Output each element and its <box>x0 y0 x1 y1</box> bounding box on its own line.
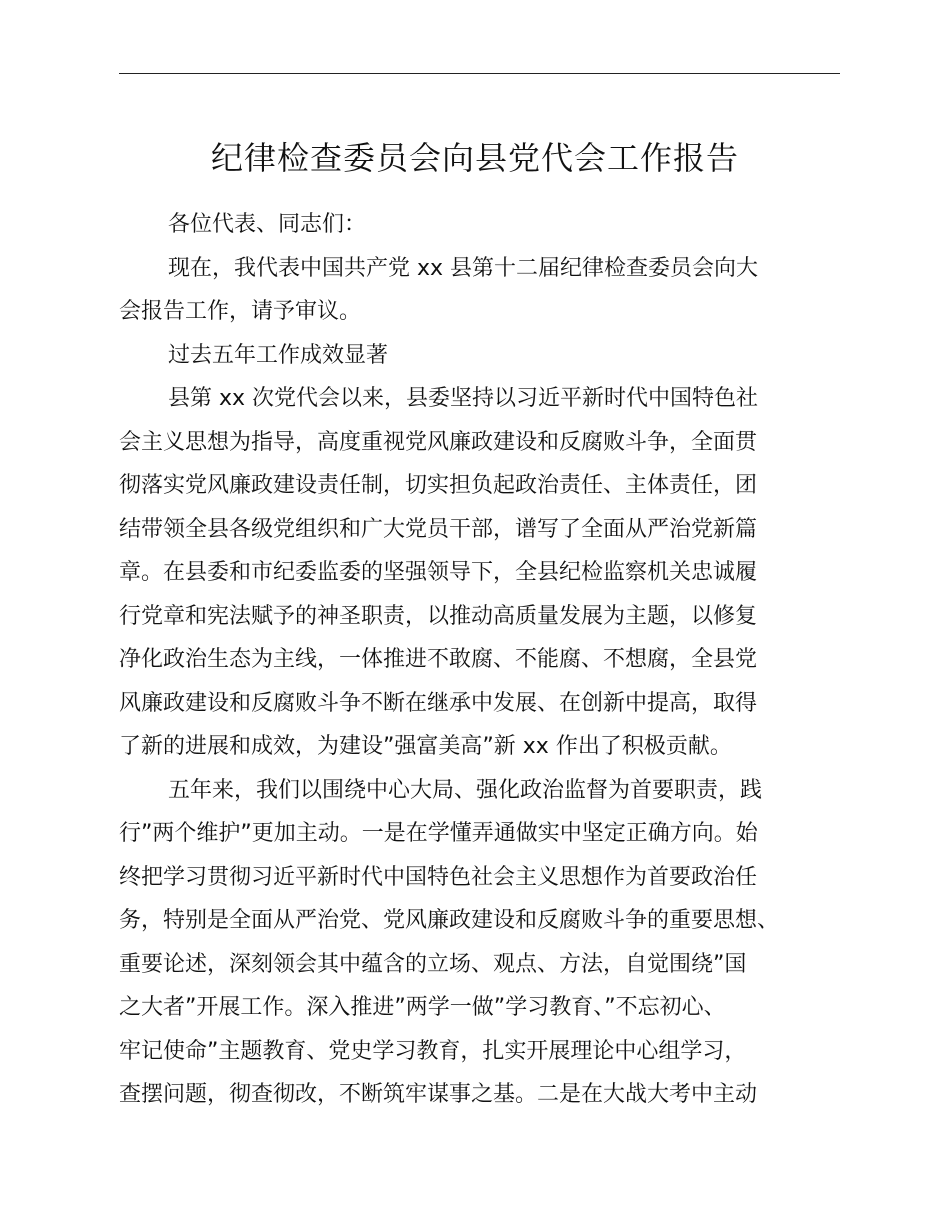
body-line: 风廉政建设和反腐败斗争不断在继承中发展、在创新中提高，取得 <box>119 691 758 716</box>
body-line: 结带领全县各级党组织和广大党员干部，谱写了全面从严治党新篇 <box>119 517 758 542</box>
body-line: 五年来，我们以围绕中心大局、强化政治监督为首要职责，践 <box>168 778 763 803</box>
body-line: 彻落实党风廉政建设责任制，切实担负起政治责任、主体责任，团 <box>119 473 758 498</box>
body-line: 了新的进展和成效，为建设”强富美高”新 xx 作出了积极贡献。 <box>119 734 732 759</box>
body-line: 行”两个维护”更加主动。一是在学懂弄通做实中坚定正确方向。始 <box>119 821 758 846</box>
body-line: 牢记使命”主题教育、党史学习教育，扎实开展理论中心组学习， <box>119 1039 747 1064</box>
body-line: 章。在县委和市纪委监委的坚强领导下，全县纪检监察机关忠诚履 <box>119 560 758 585</box>
section-heading: 过去五年工作成效显著 <box>168 343 389 368</box>
salutation: 各位代表、同志们： <box>168 212 367 237</box>
body-line: 会报告工作，请予审议。 <box>119 299 362 324</box>
document-title: 纪律检查委员会向县党代会工作报告 <box>210 139 739 177</box>
body-line: 务，特别是全面从严治党、党风廉政建设和反腐败斗争的重要思想、 <box>119 908 780 933</box>
body-line: 查摆问题，彻查彻改，不断筑牢谋事之基。二是在大战大考中主动 <box>119 1082 758 1107</box>
body-line: 重要论述，深刻领会其中蕴含的立场、观点、方法，自觉围绕”国 <box>119 952 747 977</box>
body-line: 会主义思想为指导，高度重视党风廉政建设和反腐败斗争，全面贯 <box>119 430 758 455</box>
body-line: 行党章和宪法赋予的神圣职责，以推动高质量发展为主题，以修复 <box>119 604 758 629</box>
body-line: 县第 xx 次党代会以来，县委坚持以习近平新时代中国特色社 <box>168 386 759 411</box>
body-line: 净化政治生态为主线，一体推进不敢腐、不能腐、不想腐，全县党 <box>119 647 758 672</box>
body-line: 之大者”开展工作。深入推进”两学一做”学习教育、”不忘初心、 <box>119 995 726 1020</box>
body-line: 现在，我代表中国共产党 xx 县第十二届纪律检查委员会向大 <box>168 256 759 281</box>
body-line: 终把学习贯彻习近平新时代中国特色社会主义思想作为首要政治任 <box>119 865 758 890</box>
header-rule <box>119 73 840 74</box>
